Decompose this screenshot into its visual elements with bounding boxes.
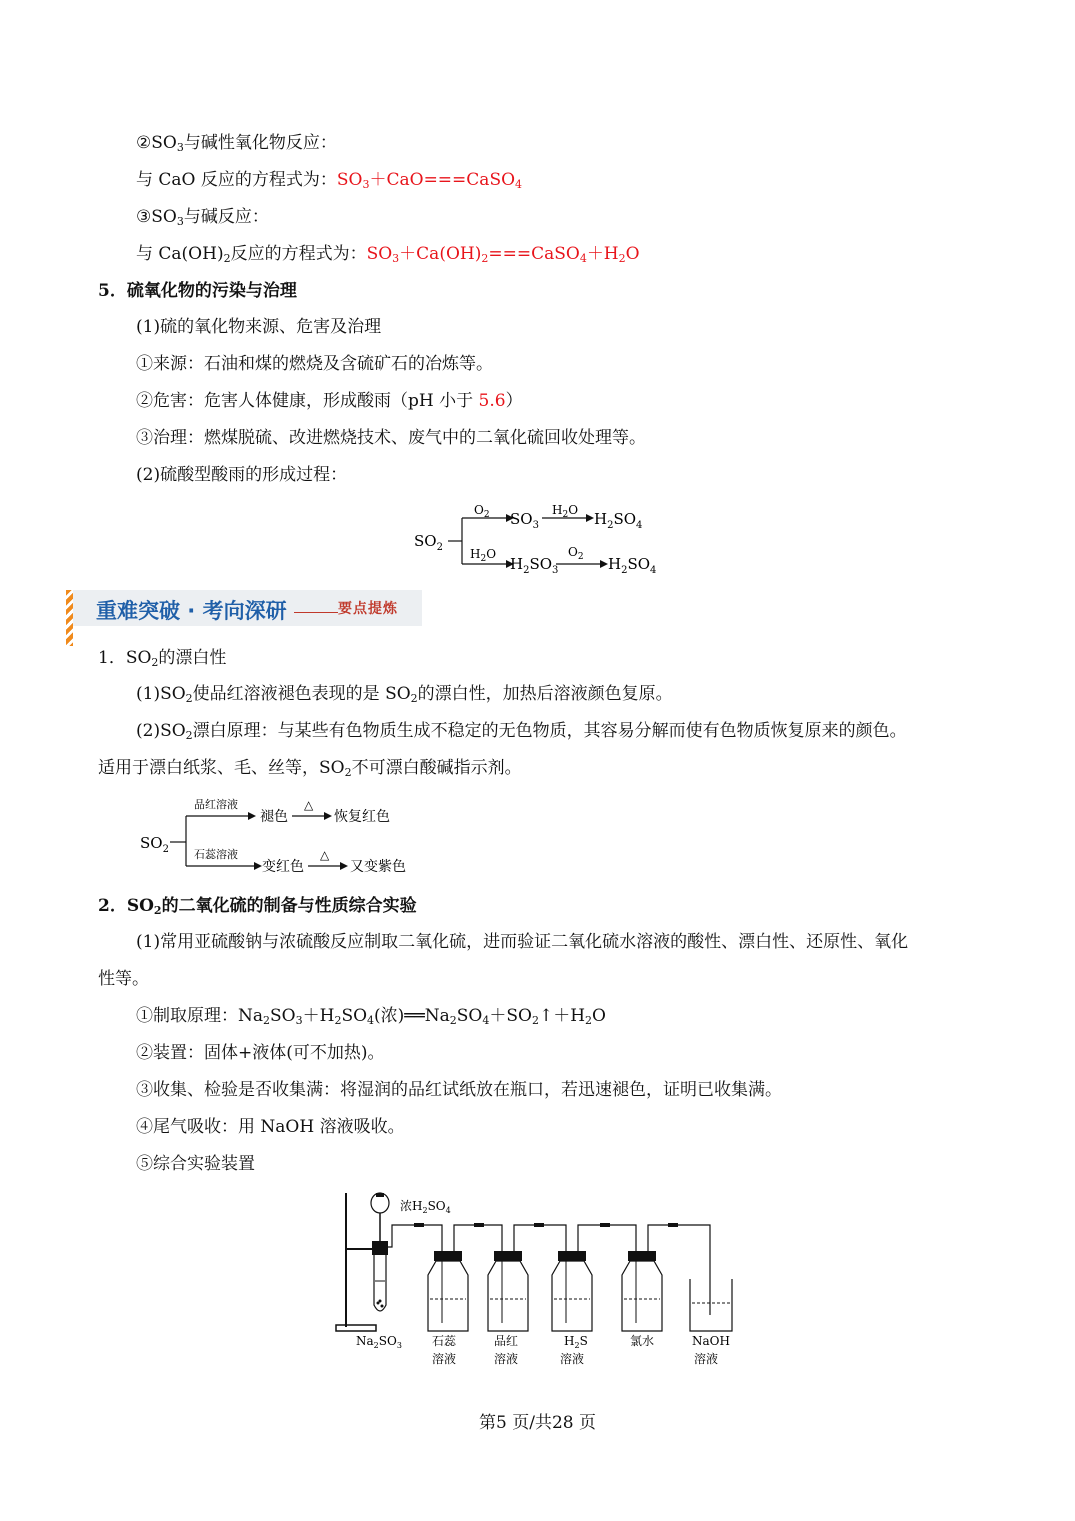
banner-stripe xyxy=(66,590,73,646)
text-line: 适用于漂白纸浆、毛、丝等，$SO_2$不可漂白酸碱指示剂。 xyxy=(98,758,522,779)
heat-symbol: △ xyxy=(320,848,330,862)
svg-text:石蕊: 石蕊 xyxy=(432,1334,457,1348)
svg-text:溶液: 溶液 xyxy=(560,1352,585,1366)
text-line: 与 CaO 反应的方程式为：$SO_3+CaO===CaSO_4$ xyxy=(136,170,523,191)
text-line: (2)硫酸型酸雨的形成过程： xyxy=(136,465,348,485)
svg-text:溶液: 溶液 xyxy=(432,1352,457,1366)
svg-text:SO3: $SO_3$ xyxy=(510,510,539,531)
svg-text:氯水: 氯水 xyxy=(630,1334,655,1348)
svg-text:H2SO4: $H_2SO_4$ xyxy=(594,510,643,531)
text-line: ①来源：石油和煤的燃烧及含硫矿石的冶炼等。 xyxy=(136,354,493,374)
diagram-start: $SO_2$ xyxy=(414,532,443,553)
solid-label: $Na_2SO_3$ xyxy=(356,1334,402,1350)
text-line: ③收集、检验是否收集满：将湿润的品红试纸放在瓶口，若迅速褪色，证明已收集满。 xyxy=(136,1080,782,1100)
text-line: ③治理：燃煤脱硫、改进燃烧技术、废气中的二氧化硫回收处理等。 xyxy=(136,428,646,448)
section-banner xyxy=(66,590,422,626)
section-heading: 1．$SO_2$的漂白性 xyxy=(98,648,227,669)
svg-text:H2O: $H_2O$ xyxy=(552,503,579,520)
wash-bottle xyxy=(552,1251,592,1331)
section-heading: 5．硫氧化物的污染与治理 xyxy=(98,281,297,301)
text-line: $(1)SO_2$使品红溶液褪色表现的是 $SO_2$的漂白性，加热后溶液颜色复原。 xyxy=(136,684,673,705)
text-line: ①制取原理：$Na_2SO_3+H_2SO_4$(浓)$══Na_2SO_4+SO_2↑+H_2O$ xyxy=(136,1006,606,1027)
color-label: 变红色 xyxy=(262,859,304,875)
acid-rain-diagram xyxy=(400,498,670,578)
reagent-label: 石蕊溶液 xyxy=(194,848,238,861)
svg-text:H2SO3: $H_2SO_3$ xyxy=(510,555,559,576)
reagent-label: 品红溶液 xyxy=(194,798,238,811)
text-line: ⑤综合实验装置 xyxy=(136,1154,255,1174)
color-label: 又变紫色 xyxy=(350,859,406,875)
banner-title: 重难突破 · 考向深研 xyxy=(96,599,287,623)
text-line: $②SO_3$与碱性氧化物反应： xyxy=(136,133,337,154)
text-line: ②装置：固体+液体(可不加热)。 xyxy=(136,1043,385,1063)
banner-subtitle: 要点提炼 xyxy=(338,601,398,617)
bleaching-diagram xyxy=(130,792,430,882)
text-line: 与 $Ca(OH)_2$反应的方程式为：$SO_3+Ca(OH)_2===CaSO_4+H_2O$ xyxy=(136,244,640,265)
text-line: ②危害：危害人体健康，形成酸雨（pH 小于 5.6） xyxy=(136,391,523,411)
text-line: (1)常用亚硫酸钠与浓硫酸反应制取二氧化硫，进而验证二氧化硫水溶液的酸性、漂白性、还原性、氧化 xyxy=(136,932,909,952)
beaker xyxy=(690,1279,732,1331)
text-line: ④尾气吸收：用 NaOH 溶液吸收。 xyxy=(136,1117,405,1137)
page-footer: 第5 页/共28 页 xyxy=(479,1413,596,1433)
text-line: $③SO_3$与碱反应： xyxy=(136,207,269,228)
section-heading: 2．$SO_2$的二氧化硫的制备与性质综合实验 xyxy=(98,896,417,917)
svg-text:H2S: $H_2S$ xyxy=(564,1334,588,1350)
wash-bottle xyxy=(622,1251,662,1331)
color-label: 褪色 xyxy=(260,809,288,825)
svg-text:溶液: 溶液 xyxy=(494,1352,519,1366)
svg-text:品红: 品红 xyxy=(494,1334,519,1348)
apparatus-diagram xyxy=(330,1185,750,1375)
color-label: 恢复红色 xyxy=(334,809,390,825)
heat-symbol: △ xyxy=(304,798,314,812)
svg-text:O2: $O_2$ xyxy=(568,545,584,562)
svg-text:SO2: $SO_2$ xyxy=(140,834,169,855)
svg-text:溶液: 溶液 xyxy=(694,1352,719,1366)
svg-text:O2: $O_2$ xyxy=(474,503,490,520)
equation: $SO_3+CaO===CaSO_4$ xyxy=(336,170,523,191)
svg-text:H2O: $H_2O$ xyxy=(470,547,497,564)
text-line: (1)硫的氧化物来源、危害及治理 xyxy=(136,317,382,337)
text-line: 性等。 xyxy=(98,969,149,989)
equation: $SO_3+Ca(OH)_2===CaSO_4+H_2O$ xyxy=(366,244,640,265)
banner-divider xyxy=(294,612,338,613)
acid-label: 浓$H_2SO_4$ xyxy=(400,1199,451,1215)
wash-bottle xyxy=(428,1251,468,1331)
svg-text:NaOH: NaOH xyxy=(692,1334,730,1348)
wash-bottle xyxy=(488,1251,528,1331)
svg-text:H2SO4: $H_2SO_4$ xyxy=(608,555,657,576)
text-line: $(2)SO_2$漂白原理：与某些有色物质生成不稳定的无色物质，其容易分解而使有色物质恢复原来的颜色。 xyxy=(136,721,907,742)
